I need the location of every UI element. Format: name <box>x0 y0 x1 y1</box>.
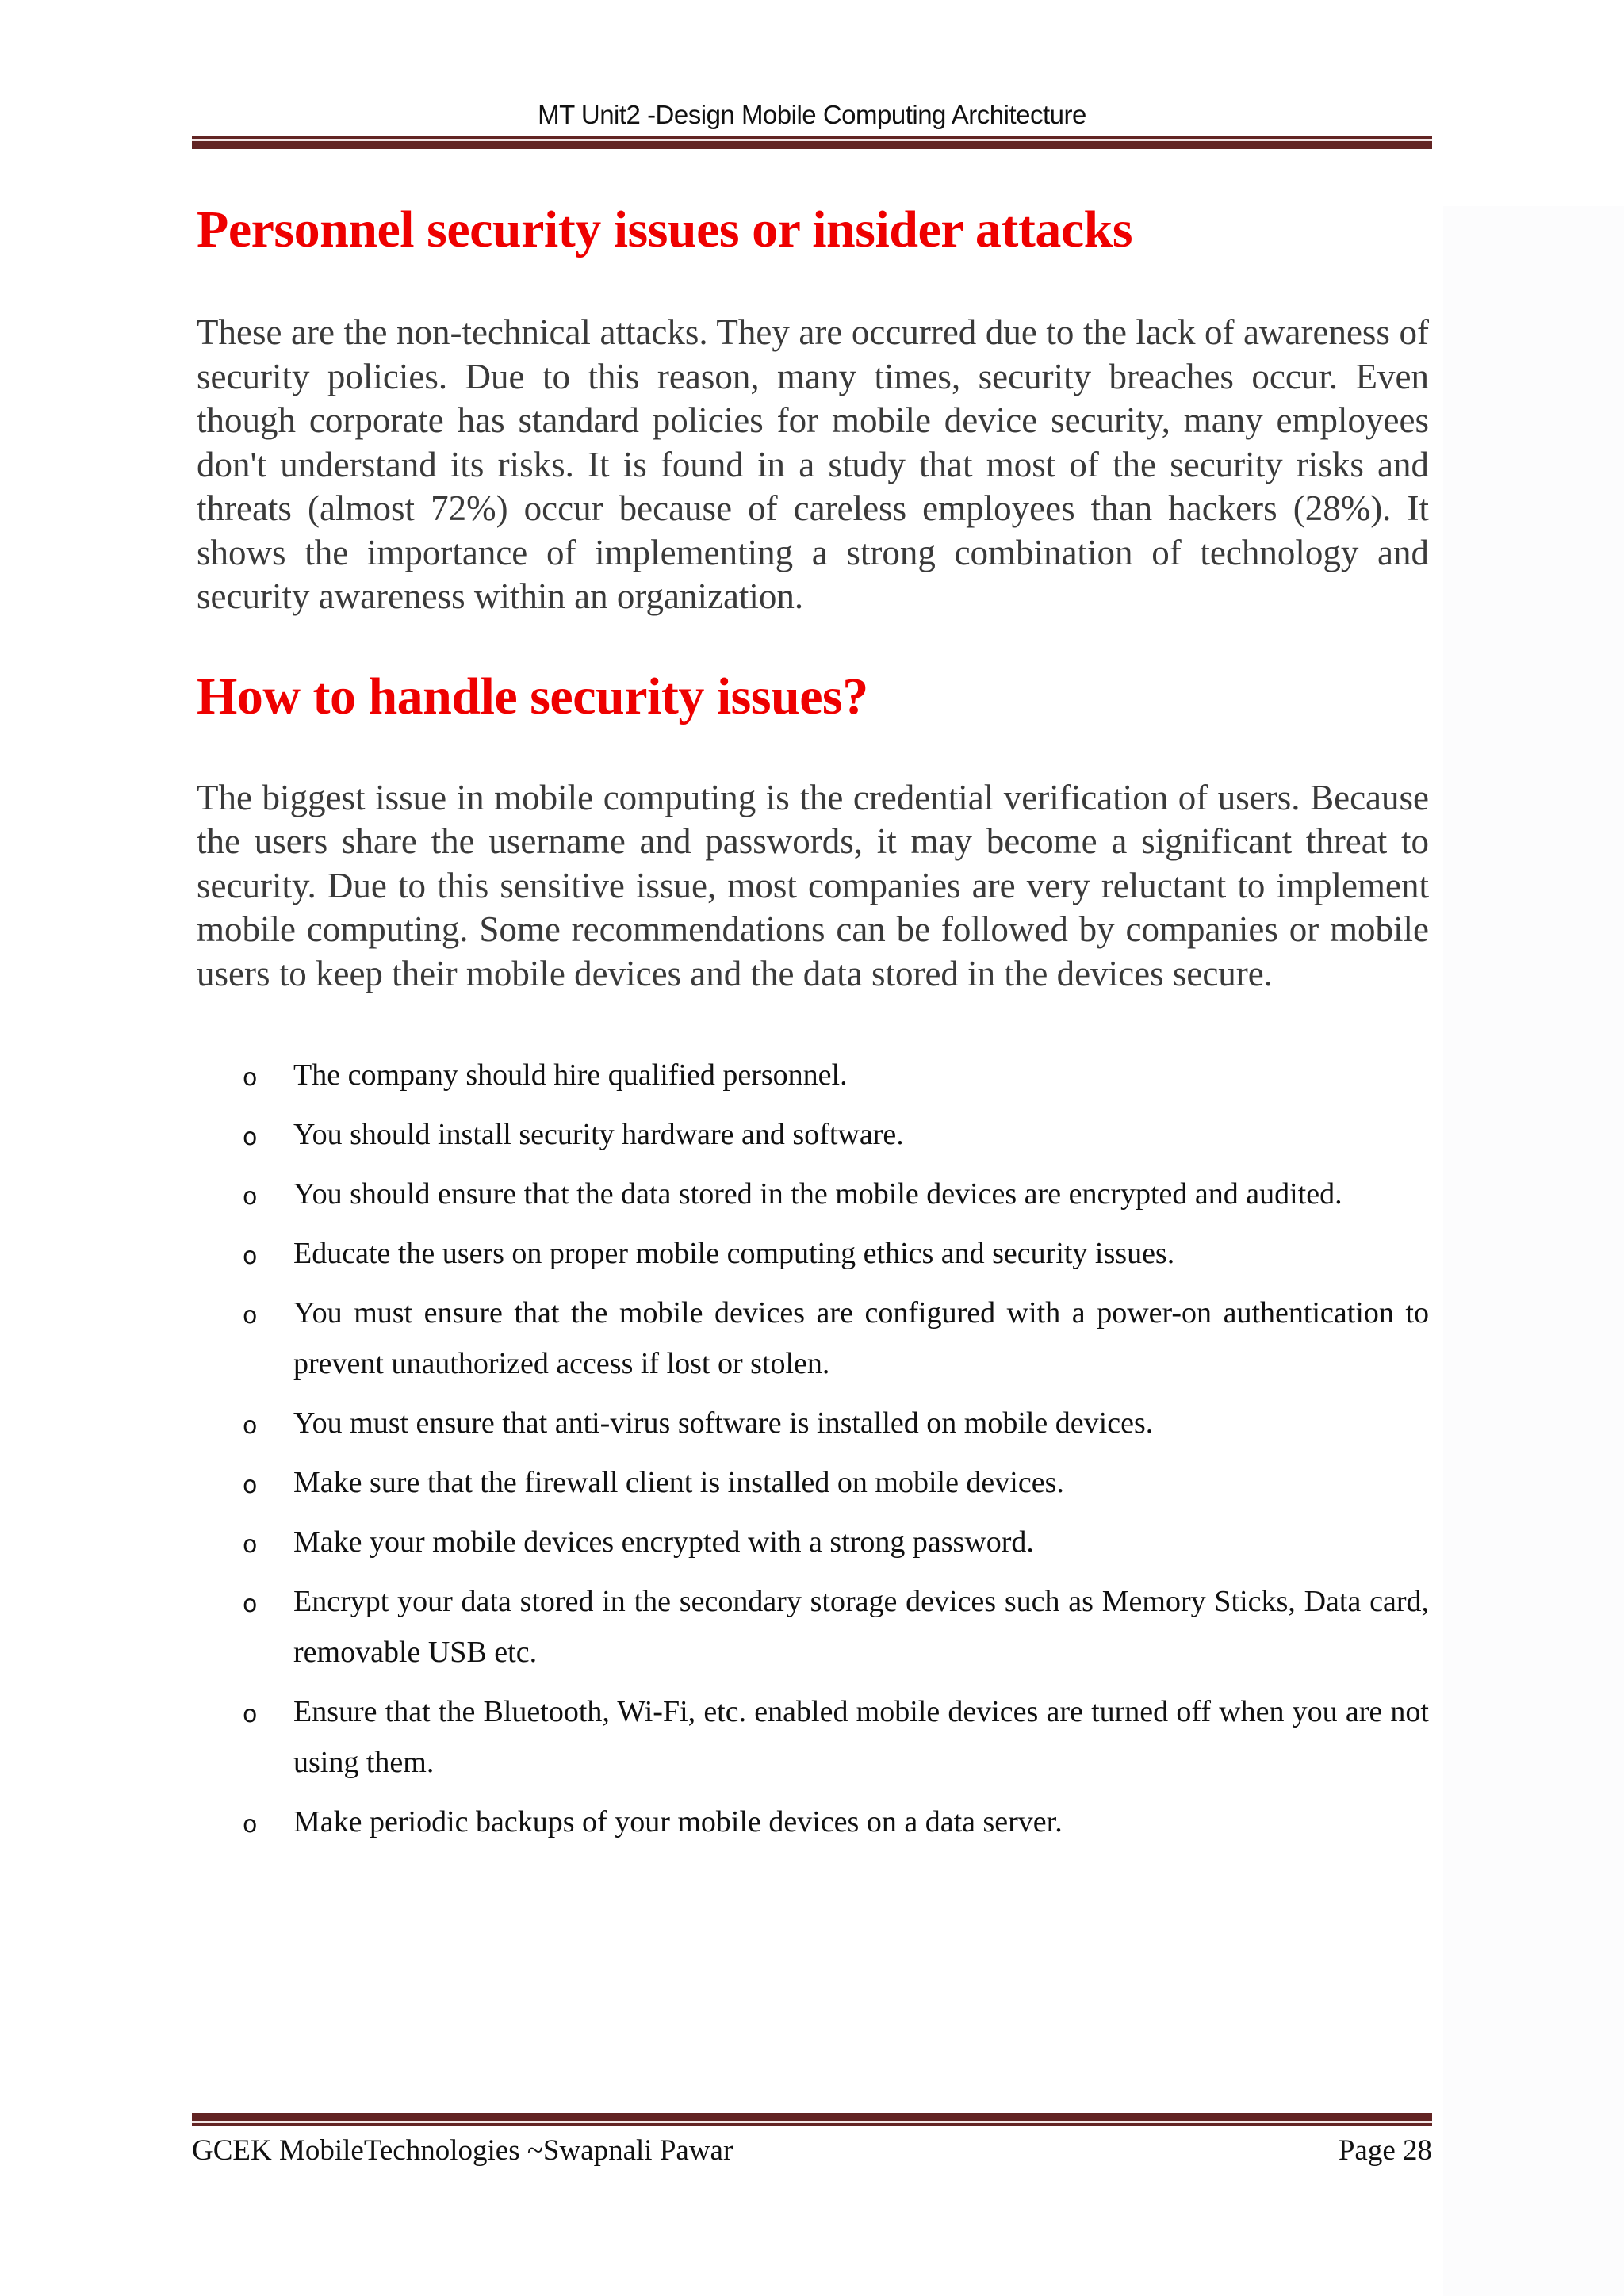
list-item <box>197 1398 1429 1448</box>
list-item <box>197 1797 1429 1847</box>
list-item <box>197 1686 1429 1788</box>
list-item-text: You must ensure that anti-virus software is installed on mobile devices. <box>293 1406 1154 1440</box>
list-item-text: Educate the users on proper mobile computing ethics and security issues. <box>293 1237 1175 1270</box>
footer-author: GCEK MobileTechnologies ~Swapnali Pawar <box>192 2134 733 2167</box>
list-item <box>197 1457 1429 1508</box>
list-item <box>197 1109 1429 1160</box>
footer-rule <box>192 2113 1432 2126</box>
hollow-bullet-icon: o <box>243 1242 258 1270</box>
list-item-text: Make sure that the firewall client is installed on mobile devices. <box>293 1466 1064 1499</box>
list-item-text: You should ensure that the data stored in the mobile devices are encrypted and audited. <box>293 1177 1342 1211</box>
list-item-text: Make your mobile devices encrypted with a strong password. <box>293 1525 1034 1559</box>
footer-rule-thick <box>192 2113 1432 2121</box>
list-item-text: Make periodic backups of your mobile devices on a data server. <box>293 1805 1063 1839</box>
footer-rule-thin <box>192 2123 1432 2126</box>
section-paragraph-personnel-security: These are the non-technical attacks. They are occurred due to the lack of awareness of security policies. Due to this reason, many times, security breaches occur. Even though corporate has standard policies for mobile device security, many employees don't understand its risks. It is found in a study that most of the security risks and threats (almost 72%) occur because of careless employees than hackers (28%). It shows the importance of implementing a strong combination of technology and security awareness within an organization. <box>197 312 1429 616</box>
list-item-text: Encrypt your data stored in the secondary storage devices such as Memory Sticks, Data card, removable USB etc. <box>293 1585 1429 1669</box>
list-item <box>197 1050 1429 1100</box>
page-footer <box>192 2131 1432 2171</box>
list-item <box>197 1228 1429 1279</box>
hollow-bullet-icon: o <box>243 1412 258 1440</box>
hollow-bullet-icon: o <box>243 1302 258 1330</box>
hollow-bullet-icon: o <box>243 1183 258 1211</box>
list-item <box>197 1288 1429 1389</box>
section-paragraph-handle-security: The biggest issue in mobile computing is the credential verification of users. Because the users share the username and passwords, it may become a significant threat to security. Due to this sensitive issue, most companies are very reluctant to implement mobile computing. Some recommendations can be followed by companies or mobile users to keep their mobile devices and the data stored in the devices secure. <box>197 777 1429 993</box>
hollow-bullet-icon: o <box>243 1123 258 1151</box>
hollow-bullet-icon: o <box>243 1811 258 1839</box>
hollow-bullet-icon: o <box>243 1064 258 1092</box>
list-item <box>197 1517 1429 1567</box>
page-content <box>197 190 1429 1856</box>
section-heading-personnel-security: Personnel security issues or insider attacks <box>197 201 1133 258</box>
list-item-text: Ensure that the Bluetooth, Wi-Fi, etc. enabled mobile devices are turned off when you are not using them. <box>293 1695 1429 1779</box>
page-header <box>192 95 1432 135</box>
header-rule-thick <box>192 141 1432 149</box>
list-item-text: You must ensure that the mobile devices are configured with a power-on authentication to prevent unauthorized access if lost or stolen. <box>293 1296 1429 1380</box>
header-title: MT Unit2 -Design Mobile Computing Architecture <box>538 100 1086 129</box>
list-item-text: You should install security hardware and software. <box>293 1118 904 1151</box>
section-heading-handle-security: How to handle security issues? <box>197 667 868 725</box>
recommendations-list <box>197 1050 1429 1847</box>
page-number: Page 28 <box>1338 2134 1432 2167</box>
hollow-bullet-icon: o <box>243 1590 258 1618</box>
list-item <box>197 1169 1429 1219</box>
list-item-text: The company should hire qualified personnel. <box>293 1058 848 1092</box>
list-item <box>197 1576 1429 1678</box>
header-rule <box>192 136 1432 149</box>
page-edge-shade <box>1443 206 1624 2296</box>
hollow-bullet-icon: o <box>243 1471 258 1499</box>
hollow-bullet-icon: o <box>243 1531 258 1559</box>
hollow-bullet-icon: o <box>243 1701 258 1728</box>
